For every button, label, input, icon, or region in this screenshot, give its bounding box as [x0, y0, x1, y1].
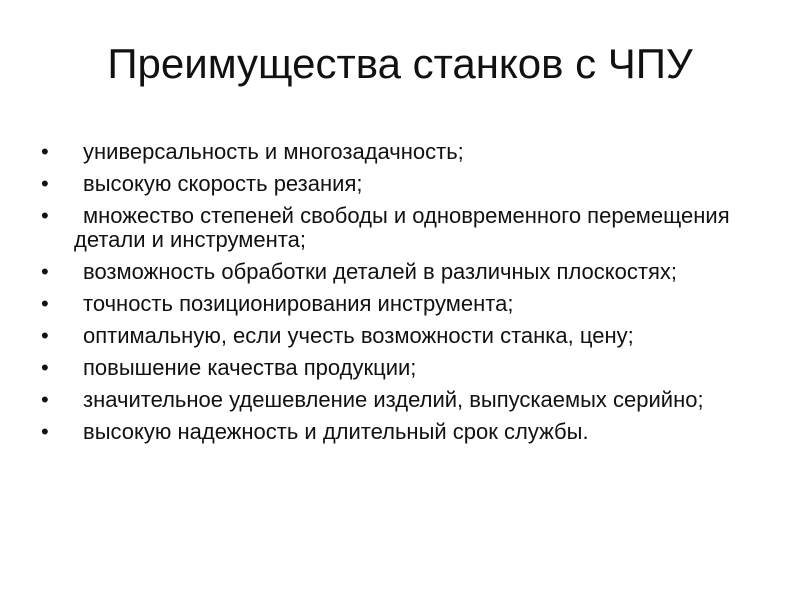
list-item: [38, 172, 768, 196]
list-item: [38, 140, 768, 164]
list-item-text: множество степеней свободы и одновременного перемещения детали и инструмента;: [74, 203, 730, 252]
list-item: [38, 420, 768, 444]
list-item: [38, 260, 768, 284]
list-item-text: возможность обработки деталей в различных плоскостях;: [83, 259, 677, 284]
list-item-text: высокую надежность и длительный срок службы.: [83, 419, 589, 444]
bullet-dot-icon: •: [41, 387, 49, 412]
list-item: [38, 388, 768, 412]
slide-title: Преимущества станков с ЧПУ: [107, 40, 693, 87]
bullet-dot-icon: •: [41, 323, 49, 348]
list-item-text: точность позиционирования инструмента;: [83, 291, 514, 316]
bullet-dot-icon: •: [41, 355, 49, 380]
list-item-text: повышение качества продукции;: [83, 355, 417, 380]
bullet-dot-icon: •: [41, 203, 49, 228]
list-item-text: высокую скорость резания;: [83, 171, 363, 196]
bullet-dot-icon: •: [41, 419, 49, 444]
list-item: [38, 292, 768, 316]
list-item-text: значительное удешевление изделий, выпускаемых серийно;: [83, 387, 704, 412]
list-item: [38, 204, 768, 252]
list-item: [38, 324, 768, 348]
list-item: [38, 356, 768, 380]
bullet-dot-icon: •: [41, 291, 49, 316]
bullet-list: [38, 140, 768, 452]
bullet-dot-icon: •: [41, 259, 49, 284]
bullet-dot-icon: •: [41, 171, 49, 196]
list-item-text: оптимальную, если учесть возможности станка, цену;: [83, 323, 634, 348]
bullet-dot-icon: •: [41, 139, 49, 164]
list-item-text: универсальность и многозадачность;: [83, 139, 464, 164]
